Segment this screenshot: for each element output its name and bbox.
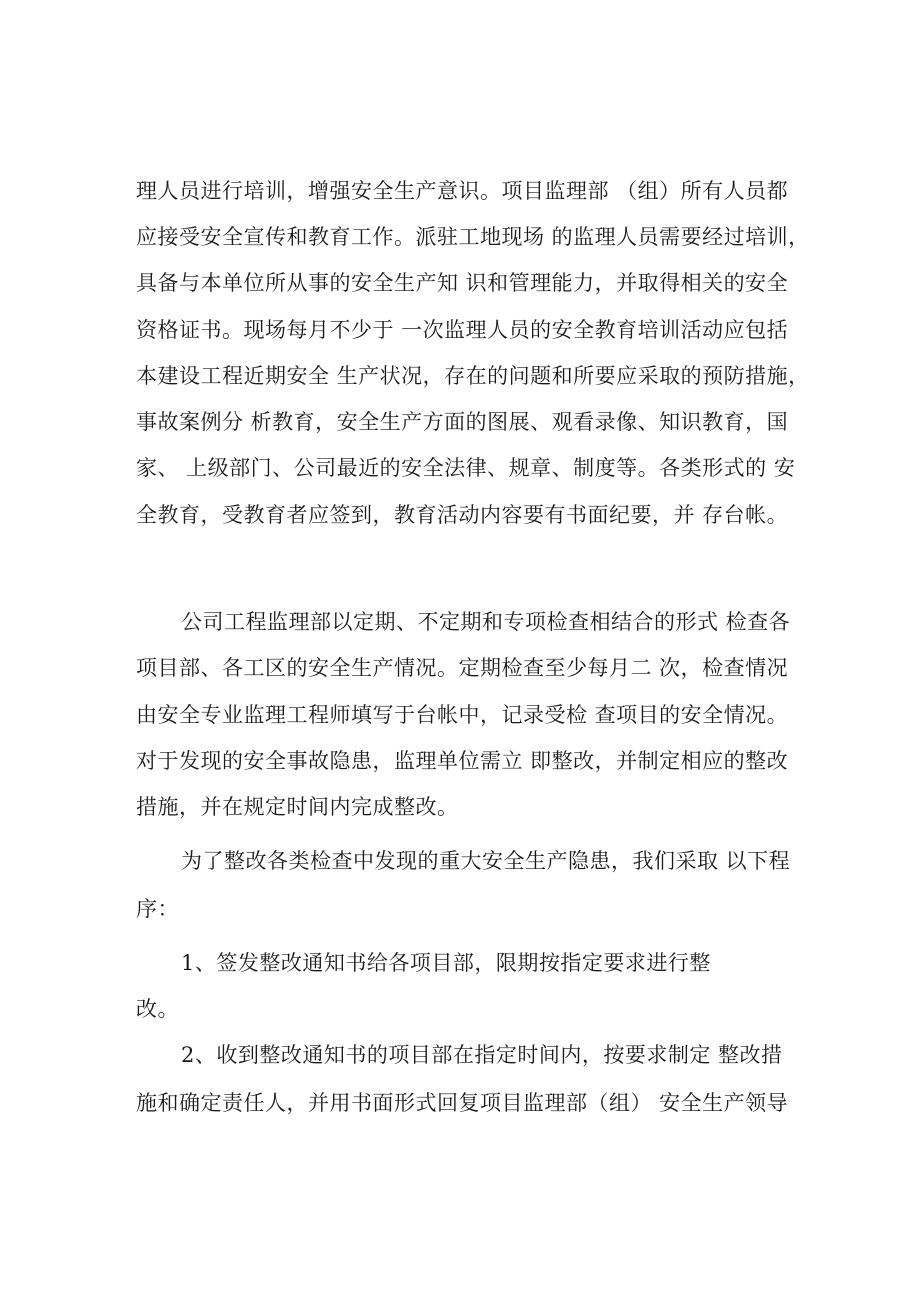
paragraph-1-line: 应接受安全宣传和教育工作。派驻工地现场 的监理人员需要经过培训， xyxy=(136,225,810,249)
list-item-2-line: 2、收到整改通知书的项目部在指定时间内，按要求制定 整改措 xyxy=(181,1043,783,1067)
paragraph-2-line: 公司工程监理部以定期、不定期和专项检查相结合的形式 检查各 xyxy=(181,610,791,634)
list-item-2-line: 施和确定责任人，并用书面形式回复项目监理部（组） 安全生产领导 xyxy=(136,1091,789,1115)
paragraph-1-line: 全教育，受教育者应签到，教育活动内容要有书面纪要，并 存台帐。 xyxy=(136,503,789,527)
paragraph-1-line: 家、 上级部门、公司最近的安全法律、规章、制度等。各类形式的 安 xyxy=(136,456,796,480)
paragraph-2-line: 由安全专业监理工程师填写于台帐中，记录受检 查项目的安全情况。 xyxy=(136,703,789,727)
list-item-1-line: 1、签发整改通知书给各项目部，限期按指定要求进行整 xyxy=(181,951,711,975)
paragraph-1-line: 具备与本单位所从事的安全生产知 识和管理能力，并取得相关的安全 xyxy=(136,271,789,295)
paragraph-1-line: 资格证书。现场每月不少于 一次监理人员的安全教育培训活动应包括 xyxy=(136,318,789,342)
list-item-1-line: 改。 xyxy=(136,997,179,1021)
paragraph-2-line: 对于发现的安全事故隐患，监理单位需立 即整改，并制定相应的整改 xyxy=(136,749,789,773)
paragraph-1-line: 本建设工程近期安全 生产状况，存在的问题和所要应采取的预防措施， xyxy=(136,364,810,388)
paragraph-3-line: 为了整改各类检查中发现的重大安全生产隐患，我们采取 以下程 xyxy=(181,849,791,873)
paragraph-3-line: 序： xyxy=(136,897,179,921)
paragraph-1-line: 理人员进行培训，增强安全生产意识。项目监理部 （组）所有人员都 xyxy=(136,179,789,203)
paragraph-2-line: 项目部、各工区的安全生产情况。定期检查至少每月二 次，检查情况 xyxy=(136,656,789,680)
paragraph-1-line: 事故案例分 析教育，安全生产方面的图展、观看录像、知识教育，国 xyxy=(136,410,789,434)
paragraph-2-line: 措施，并在规定时间内完成整改。 xyxy=(136,795,459,819)
